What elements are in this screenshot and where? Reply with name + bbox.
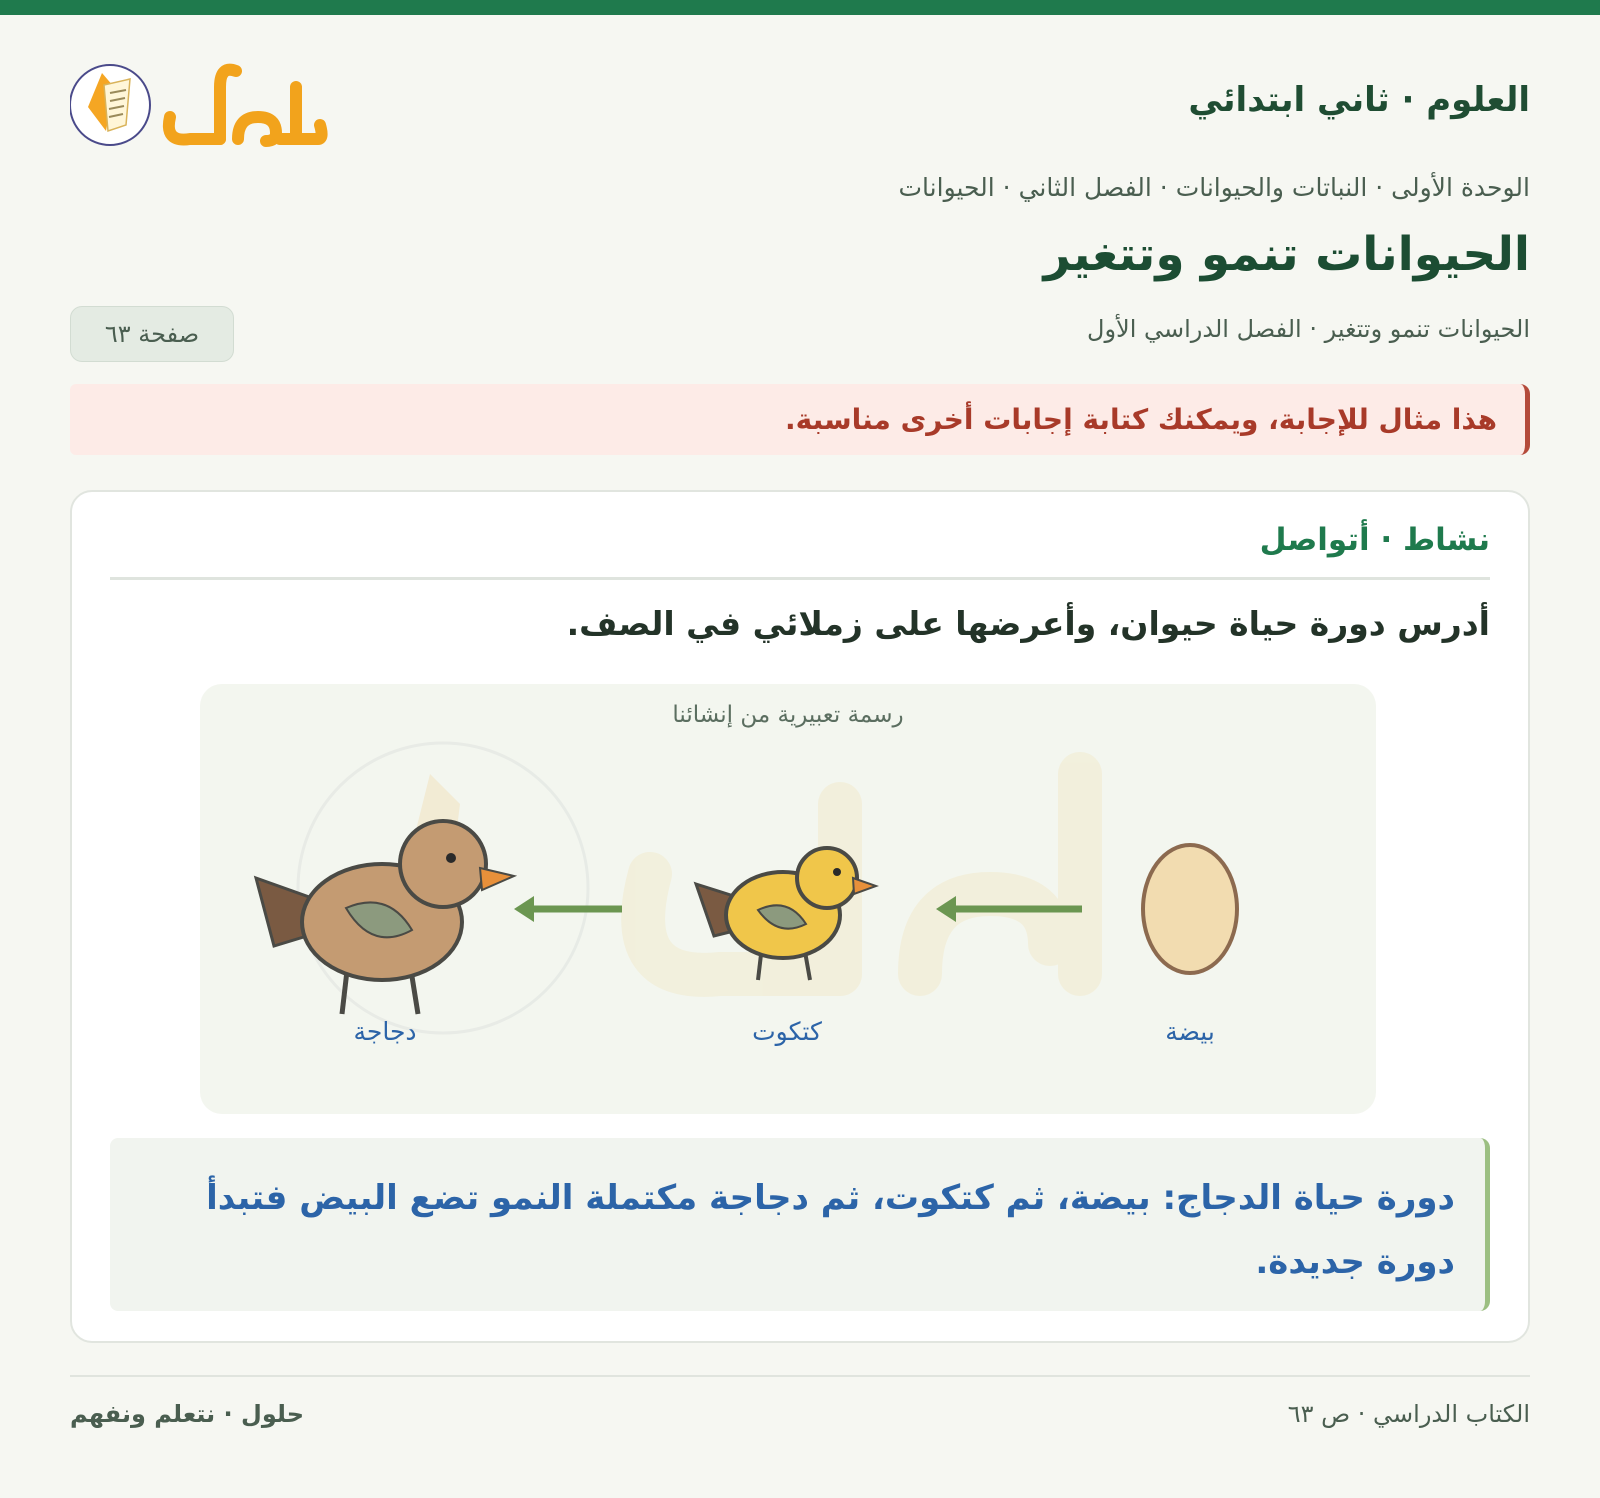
illustration-caption: رسمة تعبيرية من إنشائنا [672,702,904,728]
stage-label-chick: كتكوت [752,1017,822,1046]
logo-wordmark [169,70,322,141]
footer-book-reference: الكتاب الدراسي · ص ٦٣ [1287,1400,1530,1428]
logo[interactable] [70,47,330,157]
answer-example-notice [70,384,1530,455]
page-title: الحيوانات تنمو وتتغير [1043,227,1530,282]
answer-text: دورة حياة الدجاج: بيضة، ثم كتكوت، ثم دجاجة مكتملة النمو تضع البيض فتبدأ دورة جديدة. [206,1178,1455,1282]
stage-label-hen: دجاجة [353,1017,417,1046]
top-accent-bar [0,0,1600,15]
life-cycle-illustration [200,684,1376,1114]
lesson-subtitle: الحيوانات تنمو وتتغير · الفصل الدراسي الأول [1087,315,1530,343]
footer-brand[interactable]: حلول · نتعلم ونفهم [70,1400,304,1428]
notice-text: هذا مثال للإجابة، ويمكنك كتابة إجابات أخرى مناسبة. [785,403,1497,436]
footer-divider [70,1375,1530,1377]
arrow-chick-to-hen [514,896,622,922]
life-cycle-drawing [200,684,1376,1114]
activity-heading: نشاط · أتواصل [110,522,1490,580]
activity-question: أدرس دورة حياة حيوان، وأعرضها على زملائي في الصف. [566,604,1490,643]
subject-title: العلوم · ثاني ابتدائي [1188,80,1530,120]
activity-card [70,490,1530,1343]
header [70,15,1530,150]
stage-label-egg: بيضة [1165,1017,1215,1046]
breadcrumb[interactable]: الوحدة الأولى · النباتات والحيوانات · الفصل الثاني · الحيوانات [898,173,1530,202]
book-icon [70,65,150,145]
egg-icon [1143,845,1237,973]
page-number-badge: صفحة ٦٣ [70,306,234,362]
hen-icon [256,821,514,1014]
answer-box [110,1138,1490,1311]
page [70,15,1530,1428]
